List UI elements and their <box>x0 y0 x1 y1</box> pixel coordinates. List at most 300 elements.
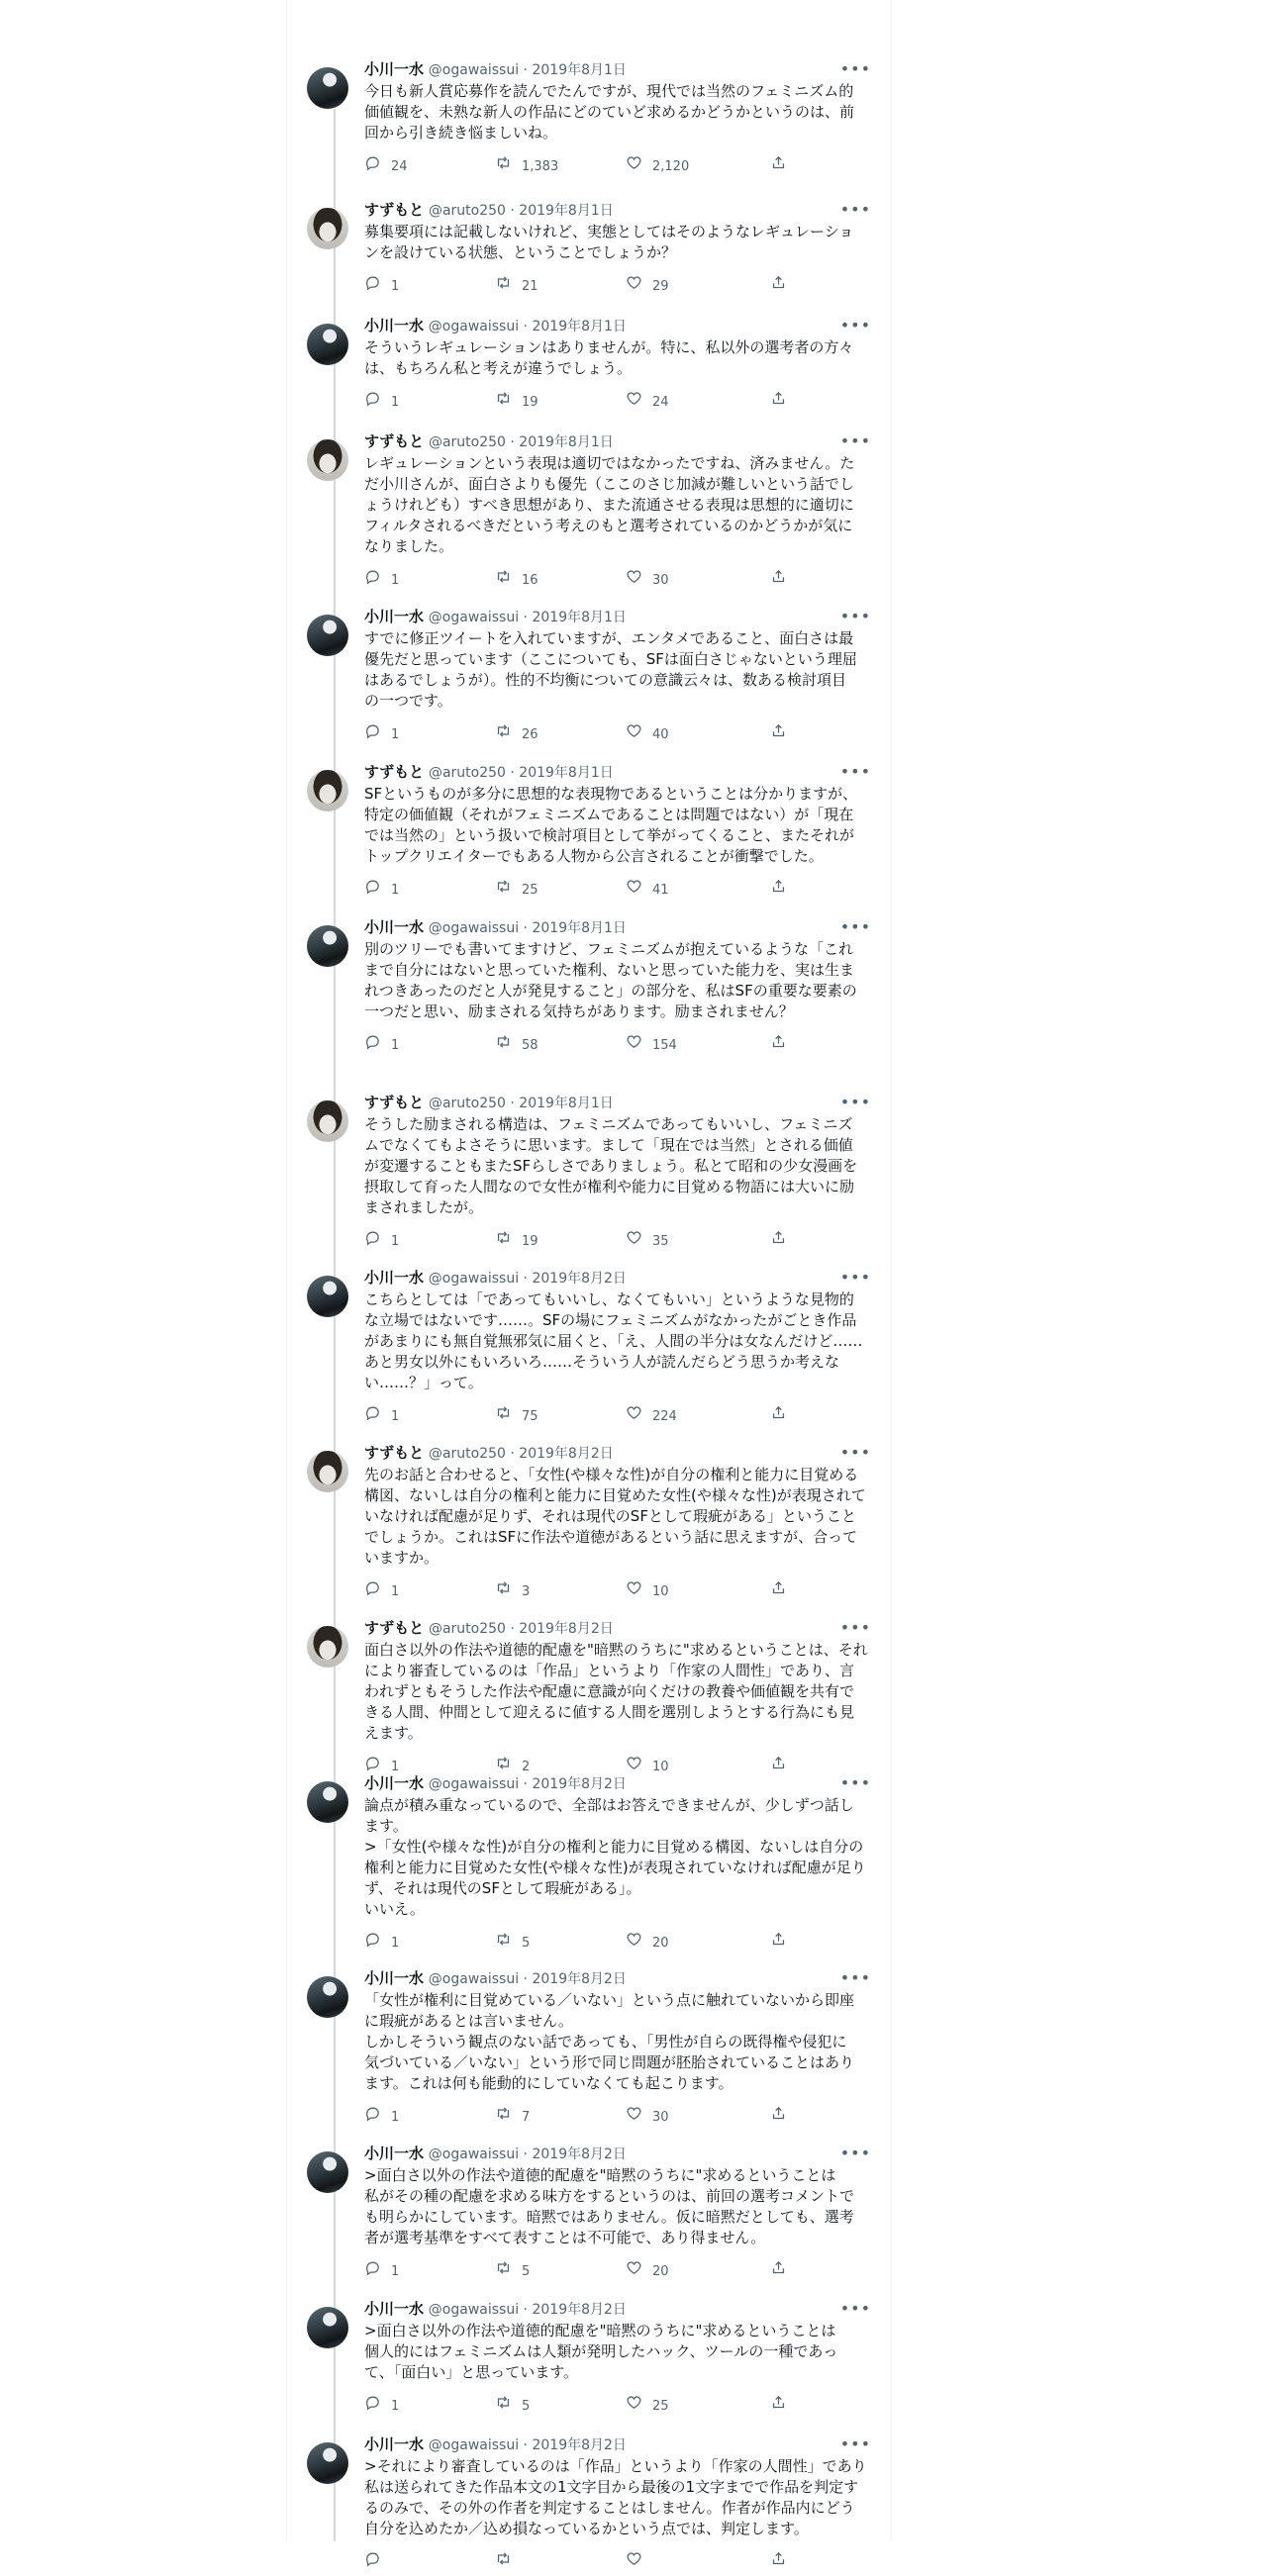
tweet-text: >面白さ以外の作法や道徳的配慮を"暗黙のうちに"求めるということは 私がその種の配慮を求める味方をするというのは、前回の選考コメントで も明らかにしています。暗黙ではありません。仮に暗黙だとしても、選考 者が選考基準をすべて表すことは不可能で、あり得ません。 <box>364 2166 855 2246</box>
share-button[interactable] <box>770 2260 797 2284</box>
user-handle[interactable]: @ogawaissui <box>428 62 520 78</box>
tweet-actions <box>364 391 871 415</box>
like-count: 30 <box>652 2110 669 2125</box>
tweet-body <box>364 57 871 179</box>
tweet-header <box>364 1091 871 1114</box>
retweet-count: 19 <box>522 1234 538 1249</box>
like-count: 10 <box>652 1760 669 1774</box>
reply-icon <box>364 2259 391 2285</box>
tweet-header <box>364 2142 871 2165</box>
display-name[interactable]: すずもと <box>364 201 425 219</box>
retweet-button[interactable] <box>495 275 538 299</box>
retweet-icon <box>495 274 522 300</box>
share-button[interactable] <box>770 1932 797 1956</box>
like-button[interactable] <box>626 275 669 299</box>
tweet-header <box>364 760 871 784</box>
tweet-body <box>364 1966 871 2130</box>
tweet-text: そういうレギュレーションはありませんが。特に、私以外の選考者の方々 は、もちろん私と考えが違うでしょう。 <box>364 338 854 377</box>
separator-dot: · <box>519 2147 533 2162</box>
tweet-actions <box>364 879 871 903</box>
like-count: 25 <box>652 2399 669 2414</box>
reply-button[interactable] <box>364 1034 399 1058</box>
user-handle[interactable]: @ogawaissui <box>428 610 520 625</box>
more-icon[interactable]: ••• <box>839 2434 871 2453</box>
tweet-header <box>364 1771 871 1795</box>
tweet-actions <box>364 1034 871 1058</box>
tweet-date[interactable]: 2019年8月1日 <box>532 62 627 78</box>
tweet-date[interactable]: 2019年8月2日 <box>519 1621 614 1637</box>
reply-icon <box>364 1404 391 1430</box>
tweet-header <box>364 1966 871 1990</box>
user-handle[interactable]: @ogawaissui <box>428 1776 520 1792</box>
share-icon <box>770 722 797 748</box>
retweet-icon <box>495 2550 522 2576</box>
more-icon[interactable]: ••• <box>839 1773 871 1792</box>
retweet-button[interactable] <box>495 569 538 593</box>
display-name[interactable]: すずもと <box>364 1094 425 1111</box>
reply-count: 1 <box>391 395 400 410</box>
tweet-body <box>364 1771 871 1956</box>
display-name[interactable]: 小川一水 <box>364 60 425 78</box>
tweet-header <box>364 57 871 81</box>
reply-icon <box>364 390 391 416</box>
separator-dot: · <box>505 434 520 450</box>
reply-icon <box>364 1931 391 1956</box>
more-icon[interactable]: ••• <box>839 200 871 219</box>
share-button[interactable] <box>770 1230 797 1254</box>
reply-count: 1 <box>391 1584 400 1599</box>
retweet-button[interactable] <box>495 2106 530 2130</box>
retweet-icon <box>495 1404 522 1430</box>
more-icon[interactable]: ••• <box>839 1093 871 1111</box>
heart-icon <box>626 274 652 300</box>
separator-dot: · <box>519 1271 533 1287</box>
tweet-text: 別のツリーでも書いてますけど、フェミニズムが抱えているような「これ まで自分にはないと思っていた権利、ないと思っていた能力を、実は生ま れつきあったのだと人が発見すること」の部分を、私はSFの重要な要素の 一つだと思い、励まされる気持ちがあります。励まされません？ <box>364 940 857 1020</box>
display-name[interactable]: すずもと <box>364 432 425 450</box>
avatar[interactable] <box>307 1276 348 1317</box>
like-button[interactable] <box>626 2551 652 2575</box>
like-button[interactable] <box>626 1034 677 1058</box>
tweet-actions <box>364 2395 871 2419</box>
tweet-actions <box>364 2106 871 2130</box>
avatar[interactable] <box>307 67 348 109</box>
tweet-text: そうした励まされる構造は、フェミニズムであってもいいし、フェミニズ ムでなくてもよさそうに思います。まして「現在では当然」とされる価値 が変遷することもまたSFらしさでありましょう。私とて昭和の少女漫画を 摂取して育った人間なので女性が権利や能力に目覚める物語には大いに励 まされましたが。 <box>364 1115 858 1216</box>
tweet-date[interactable]: 2019年8月1日 <box>532 319 627 334</box>
user-handle[interactable]: @aruto250 <box>428 765 506 781</box>
like-count: 35 <box>652 1234 669 1249</box>
like-button[interactable] <box>626 723 669 747</box>
retweet-button[interactable] <box>495 391 538 415</box>
reply-button[interactable] <box>364 879 399 903</box>
retweet-button[interactable] <box>495 723 538 747</box>
more-icon[interactable]: ••• <box>839 1618 871 1637</box>
tweet-actions <box>364 1230 871 1254</box>
more-icon[interactable]: ••• <box>839 1443 871 1462</box>
share-button[interactable] <box>770 2551 797 2575</box>
user-handle[interactable]: @ogawaissui <box>428 319 520 334</box>
like-button[interactable] <box>626 1932 669 1956</box>
tweet-body <box>364 1266 871 1429</box>
more-icon[interactable]: ••• <box>839 431 871 450</box>
avatar[interactable] <box>307 2151 348 2193</box>
display-name[interactable]: すずもと <box>364 1619 425 1637</box>
like-count: 40 <box>652 727 669 742</box>
avatar[interactable] <box>307 1451 348 1492</box>
tweet-actions <box>364 1932 871 1956</box>
heart-icon <box>626 2259 652 2285</box>
reply-count: 1 <box>391 727 400 742</box>
reply-button[interactable] <box>364 2395 399 2419</box>
tweet-body <box>364 429 871 593</box>
heart-icon <box>626 2394 652 2420</box>
reply-button[interactable] <box>364 569 399 593</box>
heart-icon <box>626 568 652 594</box>
reply-icon <box>364 2550 391 2576</box>
user-handle[interactable]: @ogawaissui <box>428 2302 520 2318</box>
more-icon[interactable]: ••• <box>839 316 871 334</box>
like-count: 41 <box>652 883 669 898</box>
retweet-icon <box>495 722 522 748</box>
display-name[interactable]: 小川一水 <box>364 918 425 936</box>
share-icon <box>770 1931 797 1956</box>
tweet-date[interactable]: 2019年8月2日 <box>532 1776 627 1792</box>
avatar[interactable] <box>307 770 348 811</box>
display-name[interactable]: 小川一水 <box>364 2435 425 2453</box>
retweet-button[interactable] <box>495 1230 538 1254</box>
retweet-button[interactable] <box>495 2395 530 2419</box>
tweet-text: >面白さ以外の作法や道徳的配慮を"暗黙のうちに"求めるということは 個人的にはフェミニズムは人類が発明したハック、ツールの一種であっ て、「面白い」と思っています。 <box>364 2322 838 2381</box>
tweet-date[interactable]: 2019年8月2日 <box>532 2147 627 2162</box>
user-handle[interactable]: @aruto250 <box>428 1621 506 1637</box>
retweet-button[interactable] <box>495 2551 522 2575</box>
tweet-header <box>364 314 871 337</box>
tweet-date[interactable]: 2019年8月1日 <box>519 434 614 450</box>
tweet-body <box>364 1616 871 1779</box>
reply-count: 24 <box>391 159 408 174</box>
retweet-button[interactable] <box>495 155 558 179</box>
avatar[interactable] <box>307 439 348 481</box>
tweet-body <box>364 1441 871 1604</box>
tweet-text: 「女性が権利に目覚めている／いない」という点に触れていないから即座 に瑕疵があるとは言いません。 しかしそういう観点のない話であっても、「男性が自らの既得権や侵犯に 気づいている／いない」という形で同じ問題が胚胎されていることはあり ます。これは何も能動的にしていなくても起こります。 <box>364 1991 855 2092</box>
display-name[interactable]: すずもと <box>364 1444 425 1462</box>
retweet-count: 16 <box>522 573 538 588</box>
tweet-header <box>364 915 871 939</box>
avatar[interactable] <box>307 1976 348 2018</box>
like-count: 154 <box>652 1038 677 1053</box>
share-icon <box>770 154 797 180</box>
like-button[interactable] <box>626 2395 669 2419</box>
tweet-header <box>364 1266 871 1289</box>
reply-count: 1 <box>391 2110 400 2125</box>
retweet-count: 26 <box>522 727 538 742</box>
tweet-date[interactable]: 2019年8月1日 <box>519 765 614 781</box>
reply-icon <box>364 1579 391 1605</box>
user-handle[interactable]: @ogawaissui <box>428 2147 520 2162</box>
retweet-icon <box>495 154 522 180</box>
more-icon[interactable]: ••• <box>839 2299 871 2318</box>
retweet-count: 5 <box>522 2264 531 2279</box>
avatar[interactable] <box>307 2307 348 2348</box>
share-button[interactable] <box>770 1580 797 1604</box>
display-name[interactable]: 小川一水 <box>364 2300 425 2318</box>
reply-count: 1 <box>391 883 400 898</box>
share-button[interactable] <box>770 2106 797 2130</box>
tweet-body <box>364 2142 871 2284</box>
retweet-count: 19 <box>522 395 538 410</box>
user-handle[interactable]: @ogawaissui <box>428 2437 520 2453</box>
tweet-header <box>364 1441 871 1465</box>
retweet-count: 3 <box>522 1584 531 1599</box>
more-icon[interactable]: ••• <box>839 917 871 936</box>
heart-icon <box>626 1579 652 1605</box>
reply-icon <box>364 1229 391 1255</box>
like-button[interactable] <box>626 1405 677 1429</box>
tweet-date[interactable]: 2019年8月2日 <box>532 1271 627 1287</box>
display-name[interactable]: すずもと <box>364 763 425 781</box>
share-icon <box>770 1033 797 1059</box>
tweet-date[interactable]: 2019年8月1日 <box>519 1096 614 1111</box>
like-count: 10 <box>652 1584 669 1599</box>
separator-dot: · <box>519 610 533 625</box>
avatar[interactable] <box>307 1100 348 1142</box>
reply-count: 1 <box>391 573 400 588</box>
tweet-actions <box>364 2551 871 2575</box>
avatar[interactable] <box>307 324 348 365</box>
heart-icon <box>626 2550 652 2576</box>
like-button[interactable] <box>626 2260 669 2284</box>
share-button[interactable] <box>770 391 797 415</box>
retweet-icon <box>495 1931 522 1956</box>
share-icon <box>770 568 797 594</box>
display-name[interactable]: 小川一水 <box>364 1969 425 1987</box>
retweet-count: 2 <box>522 1760 531 1774</box>
heart-icon <box>626 2105 652 2131</box>
avatar[interactable] <box>307 208 348 249</box>
separator-dot: · <box>505 1446 520 1462</box>
retweet-icon <box>495 1033 522 1059</box>
tweet-date[interactable]: 2019年8月2日 <box>532 2437 627 2453</box>
like-count: 224 <box>652 1409 677 1424</box>
tweet-date[interactable]: 2019年8月2日 <box>519 1446 614 1462</box>
separator-dot: · <box>519 2437 533 2453</box>
tweet-actions <box>364 1405 871 1429</box>
tweet-date[interactable]: 2019年8月1日 <box>532 610 627 625</box>
user-handle[interactable]: @ogawaissui <box>428 1971 520 1987</box>
share-button[interactable] <box>770 2395 797 2419</box>
tweet-body <box>364 760 871 903</box>
retweet-button[interactable] <box>495 1580 530 1604</box>
share-icon <box>770 1579 797 1605</box>
share-button[interactable] <box>770 155 797 179</box>
retweet-button[interactable] <box>495 1932 530 1956</box>
like-button[interactable] <box>626 1230 669 1254</box>
separator-dot: · <box>505 765 520 781</box>
like-count: 20 <box>652 1936 669 1951</box>
more-icon[interactable]: ••• <box>839 1268 871 1287</box>
separator-dot: · <box>519 319 533 334</box>
share-button[interactable] <box>770 1405 797 1429</box>
share-icon <box>770 2259 797 2285</box>
more-icon[interactable]: ••• <box>839 1968 871 1987</box>
tweet-body <box>364 2433 871 2575</box>
avatar[interactable] <box>307 1781 348 1823</box>
tweet-body <box>364 605 871 747</box>
reply-icon <box>364 722 391 748</box>
user-handle[interactable]: @ogawaissui <box>428 1271 520 1287</box>
share-icon <box>770 2550 797 2576</box>
retweet-icon <box>495 878 522 904</box>
reply-button[interactable] <box>364 1932 399 1956</box>
retweet-icon <box>495 390 522 416</box>
avatar[interactable] <box>307 2442 348 2484</box>
user-handle[interactable]: @aruto250 <box>428 434 506 450</box>
reply-button[interactable] <box>364 391 399 415</box>
retweet-icon <box>495 2259 522 2285</box>
tweet-text: すでに修正ツイートを入れていますが、エンタメであること、面白さは最 優先だと思っています（ここについても、SFは面白さじゃないという理屈 はあるでしょうが）。性的不均衡についての意識云々は、数ある検討項目 の一つです。 <box>364 629 857 710</box>
more-icon[interactable]: ••• <box>839 607 871 625</box>
tweet-body <box>364 915 871 1058</box>
separator-dot: · <box>505 203 520 219</box>
display-name[interactable]: 小川一水 <box>364 1269 425 1287</box>
tweet-date[interactable]: 2019年8月2日 <box>532 1971 627 1987</box>
reply-button[interactable] <box>364 1405 399 1429</box>
tweet-text: 募集要項には記載しないけれど、実態としてはそのようなレギュレーショ ンを設けている状態、ということでしょうか？ <box>364 223 854 261</box>
tweet-body <box>364 198 871 299</box>
heart-icon <box>626 390 652 416</box>
retweet-button[interactable] <box>495 1405 538 1429</box>
tweet-text: 今日も新人賞応募作を読んでたんですが、現代では当然のフェミニズム的 価値観を、未熟な新人の作品にどのていど求めるかどうかというのは、前 回から引き続き悩ましいね。 <box>364 82 855 142</box>
reply-count: 1 <box>391 1409 400 1424</box>
reply-count: 1 <box>391 1936 400 1951</box>
tweet-text: 論点が積み重なっているので、全部はお答えできませんが、少しずつ話し ます。 >「女性(や様々な性)が自分の権利と能力に目覚める構図、ないしは自分の 権利と能力に目覚めた女性(や様々な性)が表現されていなければ配慮が足り ず、それは現代のSFとして瑕疵がある」。 いいえ。 <box>364 1796 866 1918</box>
share-icon <box>770 1404 797 1430</box>
reply-button[interactable] <box>364 2106 399 2130</box>
like-button[interactable] <box>626 879 669 903</box>
tweet-text: >それにより審査しているのは「作品」というより「作家の人間性」であり 私は送られてきた作品本文の1文字目から最後の1文字までで作品を判定す るのみで、その外の作者を判定することはしません。作者が作品内にどう 自分を込めたか／込め損なっているかという点では、判定します。 <box>364 2457 867 2537</box>
share-button[interactable] <box>770 879 797 903</box>
reply-count: 1 <box>391 2399 400 2414</box>
tweet-text: 面白さ以外の作法や道徳的配慮を"暗黙のうちに"求めるということは、それ により審査しているのは「作品」というより「作家の人間性」であり、言 われずともそうした作法や配慮に意識が向くだけの教養や価値観を共有で きる人間、仲間として迎えるに値する人間を選別しようとする行為にも見 えます。 <box>364 1641 868 1742</box>
retweet-button[interactable] <box>495 1034 538 1058</box>
retweet-button[interactable] <box>495 879 538 903</box>
reply-count: 1 <box>391 1760 400 1774</box>
reply-button[interactable] <box>364 2260 399 2284</box>
like-button[interactable] <box>626 2106 669 2130</box>
tweet-actions <box>364 2260 871 2284</box>
like-button[interactable] <box>626 391 669 415</box>
like-count: 20 <box>652 2264 669 2279</box>
more-icon[interactable]: ••• <box>839 2144 871 2162</box>
avatar[interactable] <box>307 1626 348 1668</box>
retweet-icon <box>495 1579 522 1605</box>
tweet-header <box>364 1616 871 1640</box>
tweet-text: 先のお話と合わせると、「女性(や様々な性)が自分の権利と能力に目覚める 構図、ないしは自分の権利と能力に目覚めた女性(や様々な性)が表現されて いなければ配慮が足りず、それは現代のSFとして瑕疵がある」ということ でしょうか。これはSFに作法や道徳があるという話に思えますが、合って いますか。 <box>364 1466 866 1567</box>
tweet-actions <box>364 569 871 593</box>
more-icon[interactable]: ••• <box>839 762 871 781</box>
share-icon <box>770 274 797 300</box>
like-count: 2,120 <box>652 159 690 174</box>
retweet-count: 75 <box>522 1409 538 1424</box>
share-button[interactable] <box>770 1034 797 1058</box>
tweet-date[interactable]: 2019年8月2日 <box>532 2302 627 2318</box>
separator-dot: · <box>519 920 533 936</box>
like-count: 24 <box>652 395 669 410</box>
avatar[interactable] <box>307 615 348 656</box>
share-icon <box>770 2105 797 2131</box>
separator-dot: · <box>505 1621 520 1637</box>
retweet-count: 5 <box>522 2399 531 2414</box>
separator-dot: · <box>519 62 533 78</box>
tweet-header <box>364 2433 871 2456</box>
retweet-icon <box>495 568 522 594</box>
like-count: 29 <box>652 279 669 294</box>
separator-dot: · <box>519 1776 533 1792</box>
reply-button[interactable] <box>364 723 399 747</box>
tweet-date[interactable]: 2019年8月1日 <box>532 920 627 936</box>
tweet-text: レギュレーションという表現は適切ではなかったですね、済みません。た だ小川さんが、面白さよりも優先（ここのさじ加減が難しいという話でし ょうけれども）すべき思想があり、また流通させる表現は思想的に適切に フィルタされるべきだという考えのもと選考されているのかどうかが気に なりました。 <box>364 454 855 555</box>
heart-icon <box>626 1033 652 1059</box>
like-button[interactable] <box>626 155 689 179</box>
user-handle[interactable]: @aruto250 <box>428 1446 506 1462</box>
retweet-count: 58 <box>522 1038 538 1053</box>
reply-button[interactable] <box>364 1230 399 1254</box>
retweet-count: 25 <box>522 883 538 898</box>
reply-icon <box>364 2105 391 2131</box>
display-name[interactable]: 小川一水 <box>364 608 425 625</box>
separator-dot: · <box>505 1096 520 1111</box>
share-icon <box>770 878 797 904</box>
heart-icon <box>626 878 652 904</box>
retweet-button[interactable] <box>495 2260 530 2284</box>
reply-count: 1 <box>391 2264 400 2279</box>
heart-icon <box>626 1229 652 1255</box>
share-button[interactable] <box>770 723 797 747</box>
more-icon[interactable]: ••• <box>839 59 871 78</box>
like-count: 30 <box>652 573 669 588</box>
like-button[interactable] <box>626 569 669 593</box>
tweet-header <box>364 2297 871 2321</box>
display-name[interactable]: 小川一水 <box>364 2145 425 2162</box>
retweet-count: 1,383 <box>522 159 559 174</box>
avatar[interactable] <box>307 925 348 967</box>
reply-button[interactable] <box>364 155 408 179</box>
display-name[interactable]: 小川一水 <box>364 317 425 334</box>
user-handle[interactable]: @ogawaissui <box>428 920 520 936</box>
share-button[interactable] <box>770 569 797 593</box>
tweet-header <box>364 605 871 628</box>
tweet-body <box>364 1091 871 1254</box>
share-icon <box>770 2394 797 2420</box>
retweet-count: 7 <box>522 2110 531 2125</box>
tweet-date[interactable]: 2019年8月1日 <box>519 203 614 219</box>
share-button[interactable] <box>770 275 797 299</box>
reply-icon <box>364 274 391 300</box>
user-handle[interactable]: @aruto250 <box>428 1096 506 1111</box>
reply-icon <box>364 568 391 594</box>
retweet-count: 5 <box>522 1936 531 1951</box>
like-button[interactable] <box>626 1580 669 1604</box>
display-name[interactable]: 小川一水 <box>364 1774 425 1792</box>
reply-icon <box>364 154 391 180</box>
reply-icon <box>364 1033 391 1059</box>
tweet-header <box>364 198 871 222</box>
reply-button[interactable] <box>364 2551 391 2575</box>
tweet-actions <box>364 275 871 299</box>
reply-button[interactable] <box>364 1580 399 1604</box>
user-handle[interactable]: @aruto250 <box>428 203 506 219</box>
tweet-body <box>364 2297 871 2419</box>
reply-button[interactable] <box>364 275 399 299</box>
